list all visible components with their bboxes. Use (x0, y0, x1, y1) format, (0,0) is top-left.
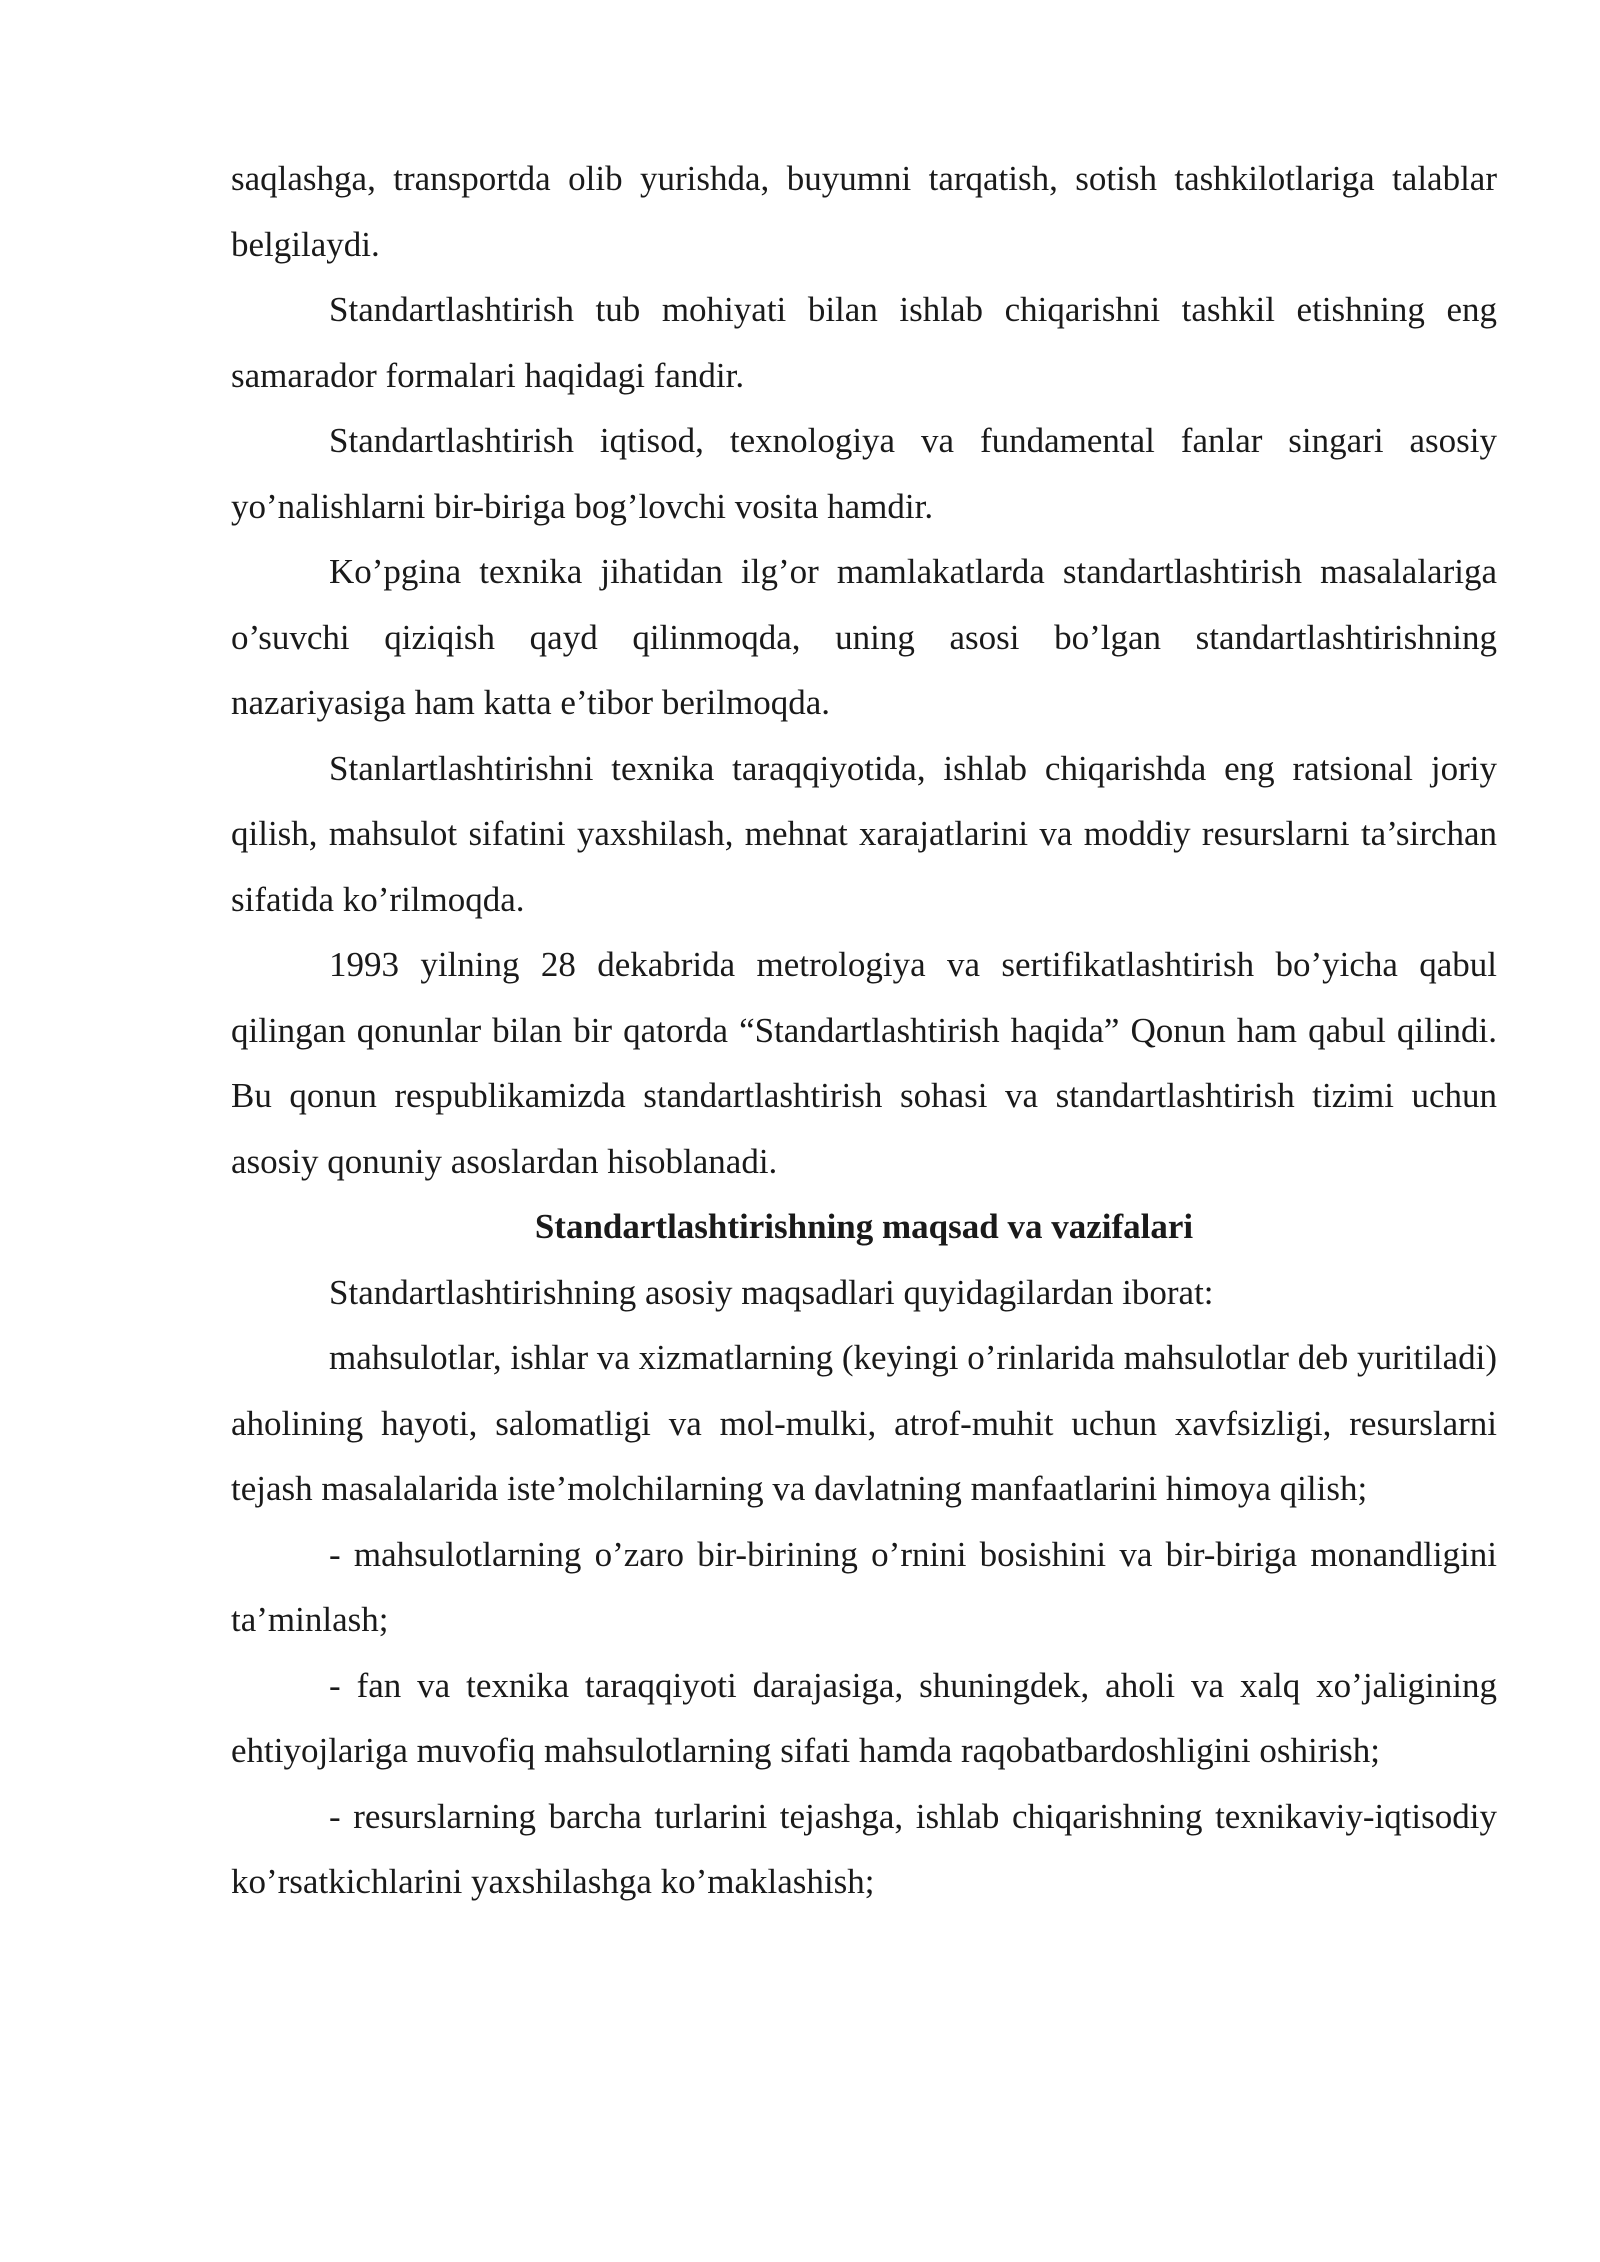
document-body (231, 146, 1497, 1915)
list-item: - resurslarning barcha turlarini tejashga, ishlab chiqarishning texnikaviy-iqtisodiy ko’rsatkichlarini yaxshilashga ko’maklashish; (231, 1796, 1497, 1901)
list-item: mahsulotlar, ishlar va xizmatlarning (keyingi o’rinlarida mahsulotlar deb yuritiladi) aholining hayoti, salomatligi va mol-mulki, atrof-muhit uchun xavfsizligi, resurslarni tejash masalalarida iste’molchilarning va davlatning manfaatlarini himoya qilish; (231, 1338, 1497, 1508)
section-heading: Standartlashtirishning maqsad va vazifalari (534, 1207, 1194, 1246)
paragraph: Standartlashtirishning asosiy maqsadlari quyidagilardan iborat: (329, 1272, 1214, 1312)
list-item: - fan va texnika taraqqiyoti darajasiga, shuningdek, aholi va xalq xo’jaligining ehtiyojlariga muvofiq mahsulotlarning sifati hamda raqobatbardoshligini oshirish; (231, 1665, 1497, 1770)
list-item: - mahsulotlarning o’zaro bir-birining o’rnini bosishini va bir-biriga monandligini ta’minlash; (231, 1534, 1497, 1639)
paragraph: Standartlashtirish tub mohiyati bilan ishlab chiqarishni tashkil etishning eng samarador formalari haqidagi fandir. (231, 290, 1497, 395)
paragraph: Stanlartlashtirishni texnika taraqqiyotida, ishlab chiqarishda eng ratsional joriy qilish, mahsulot sifatini yaxshilash, mehnat xarajatlarini va moddiy resurslarni ta’sirchan sifatida ko’rilmoqda. (231, 748, 1497, 919)
paragraph-continuation: saqlashga, transportda olib yurishda, buyumni tarqatish, sotish tashkilotlariga talablar belgilaydi. (231, 159, 1497, 264)
paragraph: Standartlashtirish iqtisod, texnologiya va fundamental fanlar singari asosiy yo’nalishlarni bir-biriga bog’lovchi vosita hamdir. (231, 421, 1497, 526)
paragraph: Ko’pgina texnika jihatidan ilg’or mamlakatlarda standartlashtirish masalalariga o’suvchi qiziqish qayd qilinmoqda, uning asosi bo’lgan standartlashtirishning nazariyasiga ham katta e’tibor berilmoqda. (231, 552, 1497, 722)
paragraph: 1993 yilning 28 dekabrida metrologiya va sertifikatlashtirish bo’yicha qabul qilingan qonunlar bilan bir qatorda “Standartlashtirish haqida” Qonun ham qabul qilindi. Bu qonun respublikamizda standartlashtirish sohasi va standartlashtirish tizimi uchun asosiy qonuniy asoslardan hisoblanadi. (231, 945, 1497, 1181)
